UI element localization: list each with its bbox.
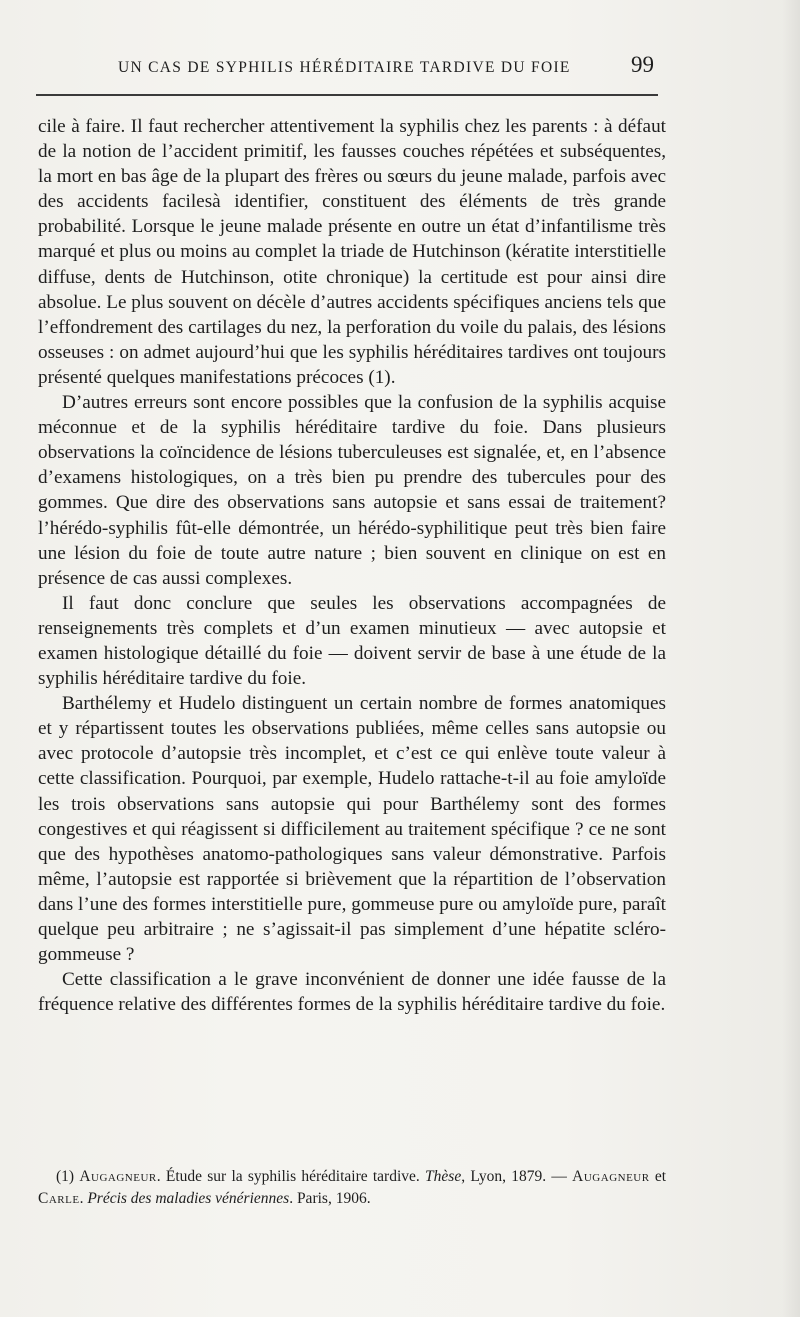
footnote-work-title: Précis des maladies vénériennes bbox=[87, 1190, 290, 1207]
footnote-marker: (1) bbox=[56, 1168, 75, 1185]
footnote: (1) Augagneur. Étude sur la syphilis héréditaire tardive. Thèse, Lyon, 1879. — Augagneur et Carle. Précis des maladies vénériennes. Paris, 1906. bbox=[38, 1168, 667, 1207]
page-number: 99 bbox=[631, 52, 654, 77]
footnote-conjunction: et bbox=[654, 1168, 667, 1185]
paragraph: cile à faire. Il faut rechercher attentivement la syphilis chez les parents : à défaut de la notion de l’accident primitif, les fausses couches répétées et subséquentes, la mort en bas âge de la plupart des frères ou sœurs du jeune malade, parfois avec des accidents facilesà identifier, constituent des éléments de très grande probabilité. Lorsque le jeune malade présente en outre un état d’infantilisme très marqué et plus ou moins au complet la triade de Hutchinson (kératite interstitielle diffuse, dents de Hutchinson, otite chronique) la certitude est pour ainsi dire absolue. Le plus souvent on décèle d’autres accidents spécifiques anciens tels que l’effondrement des cartilages du nez, la perforation du voile du palais, des lésions osseuses : on admet aujourd’hui que les syphilis héréditaires tardives ont toujours présenté quelques manifestations précoces (1). bbox=[38, 116, 666, 388]
footnote-text: . Paris, 1906. bbox=[289, 1190, 371, 1207]
paragraph: Cette classification a le grave inconvénient de donner une idée fausse de la fréquence relative des différentes formes de la syphilis héréditaire tardive du foie. bbox=[38, 969, 666, 1016]
paragraph: Il faut donc conclure que seules les observations accompagnées de renseignements très complets et d’un examen minutieux — avec autopsie et examen histologique détaillé du foie — doivent servir de base à une étude de la syphilis héréditaire tardive du foie. bbox=[38, 592, 666, 690]
header-rule bbox=[36, 94, 658, 96]
body-text bbox=[38, 114, 666, 1017]
paragraph: D’autres erreurs sont encore possibles que la confusion de la syphilis acquise méconnue et de la syphilis héréditaire tardive du foie. Dans plusieurs observations la coïncidence de lésions tuberculeuses est signalée, et, en l’absence d’examens histologiques, on a très bien pu prendre des tubercules pour des gommes. Que dire des observations sans autopsie et sans essai de traitement? l’hérédo-syphilis fût-elle démontrée, un hérédo-syphilitique peut très bien faire une lésion du foie de toute autre nature ; bien souvent en clinique on est en présence de cas aussi complexes. bbox=[38, 392, 666, 589]
page-header bbox=[36, 52, 658, 92]
footnote-text: . Étude sur la syphilis héréditaire tardive. bbox=[156, 1168, 420, 1185]
page-edge-shadow bbox=[782, 0, 800, 1317]
footnote-text: , Lyon, 1879. — bbox=[461, 1168, 567, 1185]
running-title: UN CAS DE SYPHILIS HÉRÉDITAIRE TARDIVE DU FOIE bbox=[118, 59, 571, 76]
footnote-author: Carle bbox=[38, 1190, 80, 1207]
paragraph: Barthélemy et Hudelo distinguent un certain nombre de formes anatomiques et y répartissent toutes les observations publiées, même celles sans autopsie ou avec protocole d’autopsie très incomplet, et c’est ce qui enlève toute valeur à cette classification. Pourquoi, par exemple, Hudelo rattache-t-il au foie amyloïde les trois observations sans autopsie qui pour Barthélemy sont des formes congestives et qui réagissent si difficilement au traitement spécifique ? ce ne sont que des hypothèses anatomo-pathologiques sans valeur démonstrative. Parfois même, l’autopsie est rapportée si brièvement que la répartition de l’observation dans l’une des formes interstitielle pure, gommeuse pure ou amyloïde pure, paraît quelque peu arbitraire ; ne s’agissait-il pas simplement d’une hépatite scléro-gommeuse ? bbox=[38, 693, 666, 966]
footnote-author: Augagneur bbox=[79, 1168, 157, 1185]
footnote-work-title: Thèse bbox=[425, 1168, 462, 1185]
footnote-author: Augagneur bbox=[572, 1168, 650, 1185]
